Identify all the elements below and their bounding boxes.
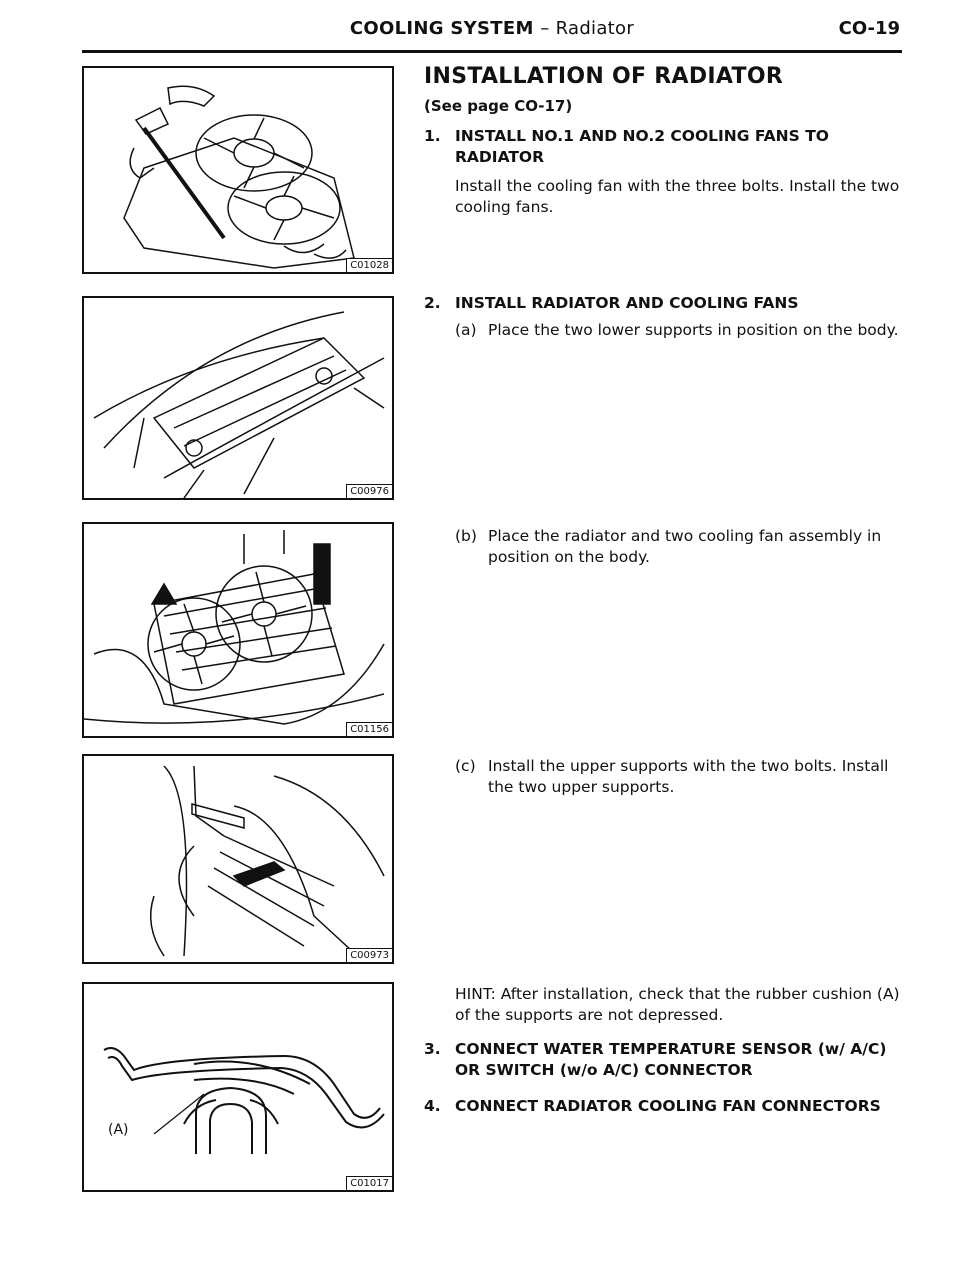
radiator-assembly-illustration [84,524,392,736]
lower-supports-illustration [84,298,392,498]
rubber-cushion-illustration [84,984,392,1190]
figure-code: C00973 [346,948,392,962]
sub-letter: (b) [455,527,477,545]
see-page-reference: (See page CO-17) [424,97,573,115]
step-title: INSTALL NO.1 AND NO.2 COOLING FANS TO RADIATOR [455,127,829,166]
sub-text: Place the two lower supports in position on the body. [488,321,899,339]
step-number: 4. [424,1097,441,1115]
figure-lower-supports [82,296,394,500]
step-4 [424,1096,904,1117]
upper-supports-illustration [84,756,392,962]
step-number: 3. [424,1040,441,1058]
figure-code: C00976 [346,484,392,498]
cooling-fans-illustration [84,68,392,272]
figure-callout-a: (A) [108,1122,129,1138]
step-3 [424,1039,904,1081]
figure-code: C01028 [346,258,392,272]
section-title: INSTALLATION OF RADIATOR [424,64,784,89]
header-separator: – [540,18,550,39]
step-1 [424,126,904,218]
step-text: Install the cooling fan with the three bolts. Install the two cooling fans. [455,177,900,216]
figure-radiator-assembly [82,522,394,738]
header-section: COOLING SYSTEM [349,18,534,39]
sub-letter: (c) [455,757,476,775]
sub-text: Install the upper supports with the two bolts. Install the two upper supports. [488,757,889,796]
step-title: CONNECT RADIATOR COOLING FAN CONNECTORS [455,1097,881,1115]
header-subtitle: Radiator [555,18,635,39]
section-header [424,64,904,115]
header-title [82,18,902,39]
step-title: CONNECT WATER TEMPERATURE SENSOR (w/ A/C) OR SWITCH (w/o A/C) CONNECTOR [455,1040,887,1079]
step-2c [455,756,905,798]
step-number: 2. [424,294,441,312]
step-2a [455,320,905,341]
step-title: INSTALL RADIATOR AND COOLING FANS [455,294,799,312]
figure-upper-supports [82,754,394,964]
hint-note: HINT: After installation, check that the rubber cushion (A) of the supports are not depressed. [455,985,900,1024]
figure-code: C01156 [346,722,392,736]
sub-text: Place the radiator and two cooling fan assembly in position on the body. [488,527,882,566]
page-number: CO-19 [838,18,900,39]
figure-cooling-fans-install [82,66,394,274]
step-2b [455,526,905,568]
sub-letter: (a) [455,321,477,339]
step-2 [424,293,904,314]
figure-rubber-cushion [82,982,394,1192]
page-header [82,16,902,53]
figure-code: C01017 [346,1176,392,1190]
step-number: 1. [424,127,441,145]
